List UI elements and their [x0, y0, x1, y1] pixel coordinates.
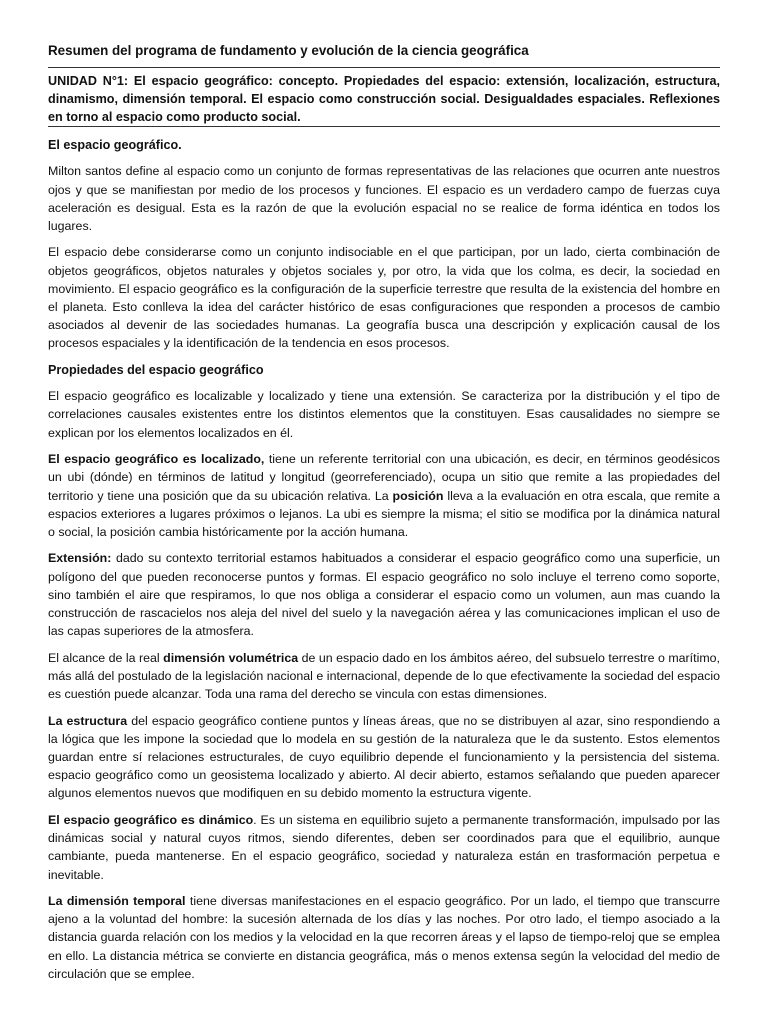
paragraph-text: tiene un referente territorial con una ubicación, es decir, en términos geodésicos un ubi (dónde) en términos de latitud y longitud (georreferenciado), ocupa un sitio que remite a las propiedades del territorio y tiene una posición que da su ubicación relativa. La	[48, 452, 721, 503]
paragraph-text: del espacio geográfico contiene puntos y líneas áreas, que no se distribuyen al azar, sino respondiendo a la lógica que les impone la sociedad que lo modela en su gestión de la naturaleza que le da sustento. Estos elementos guardan entre sí relaciones estructurales, de cuyo equilibrio depende el funcionamiento y la persistencia del sistema. espacio geográfico como un geosistema localizado y abierto. Al decir abierto, estamos señalando que pueden aparecer algunos elementos nuevos que modifiquen en su debido momento la estructura vigente.	[48, 713, 720, 801]
bold-term: dimensión volumétrica	[163, 650, 299, 665]
section-heading-espacio: El espacio geográfico.	[48, 138, 182, 152]
paragraph-3: El espacio geográfico es localizable y localizado y tiene una extensión. Se caracteriza por la distribución y el tipo de correlaciones causales existentes entre los distintos elementos que la constituyen. Esas causalidades no siempre se explican por los elementos localizados en él.	[48, 389, 720, 440]
section-heading-propiedades: Propiedades del espacio geográfico	[48, 362, 264, 377]
paragraph-volumetrica	[48, 649, 720, 704]
paragraph-text: tiene diversas manifestaciones en el espacio geográfico. Por un lado, el tiempo que transcurre ajeno a la voluntad del hombre: la sucesión alternada de los días y las noches. Por otro lado, el tiempo asociado a la distancia guarda relación con los medios y la velocidad en la que recorren áreas y el lapso de tiempo-reloj que se emplea en ello. La distancia métrica se convierte en distancia geográfica, más o menos extensa según la velocidad del medio de circulación que se emplee.	[48, 894, 720, 981]
top-divider	[48, 67, 720, 68]
bold-term: posición	[392, 488, 444, 503]
paragraph-text: de un espacio dado en los ámbitos aéreo, del subsuelo terrestre o marítimo, más allá del postulado de la legislación nacional e internacional, depende de lo que efectivamente la sociedad del espacio es cuestión puede alcanzar. Toda una rama del derecho se vincula con estas dimensiones.	[48, 650, 720, 702]
document-body	[48, 136, 720, 991]
paragraph-text: lleva a la evaluación en otra escala, que remite a espacios exteriores a lugares próximos o lejanos. La ubi es siempre la misma; el sitio se modifica por la dinámica natural o social, la posición cambia históricamente por la acción humana.	[48, 488, 720, 539]
paragraph-1: Milton santos define al espacio como un conjunto de formas representativas de las relaciones que ocurren ante nuestros ojos y que se manifiestan por medio de los procesos y funciones. El espacio es un verdadero campo de fuerzas cuya aceleración es desigual. Esta es la razón de que la evolución espacial no se realice de forma idéntica en todos los lugares.	[48, 164, 720, 233]
bold-term: La estructura	[48, 713, 128, 728]
bold-term: Extensión:	[48, 551, 112, 566]
unit-heading: UNIDAD N°1: El espacio geográfico: concepto. Propiedades del espacio: extensión, localización, estructura, dinamismo, dimensión temporal. El espacio como construcción social. Desigualdades espaciales. Reflexiones en torno al espacio como producto social.	[48, 74, 720, 124]
paragraph-2: El espacio debe considerarse como un conjunto indisociable en el que participan, por un lado, cierta combinación de objetos geográficos, objetos naturales y objetos sociales y, por otro, la vida que los colma, es decir, la sociedad en movimiento. El espacio geográfico es la configuración de la superficie terrestre que resulta de la existencia del hombre en el planeta. Esto conlleva la idea del carácter histórico de esas configuraciones que responden a procesos de cambio asociados al devenir de las sociedades humanas. La geografía busca una descripción y explicación causal de los procesos espaciales y la identificación de la tendencia en esos procesos.	[48, 245, 720, 351]
paragraph-text: El alcance de la real	[48, 650, 164, 665]
bold-term: La dimensión temporal	[48, 894, 186, 909]
paragraph-dinamico	[48, 811, 720, 884]
paragraph-estructura	[48, 712, 720, 803]
paragraph-temporal	[48, 892, 720, 983]
bottom-divider	[48, 126, 720, 127]
paragraph-text: dado su contexto territorial estamos habituados a considerar el espacio geográfico como una superficie, un polígono del que pueden reconocerse puntos y formas. El espacio geográfico no solo incluye el terreno como soporte, sino también el aire que respiramos, lo que nos obliga a considerar el espacio como un volumen, aun mas cuando la construcción de rascacielos nos aleja del nivel del suelo y la navegación aérea y las comunicaciones implican el uso de las capas superiores de la atmosfera.	[48, 551, 720, 639]
document-title: Resumen del programa de fundamento y evolución de la ciencia geográfica	[48, 43, 529, 58]
bold-term: El espacio geográfico es localizado,	[48, 452, 265, 467]
paragraph-extension	[48, 549, 720, 640]
paragraph-localizado	[48, 450, 720, 541]
bold-term: El espacio geográfico es dinámico	[48, 812, 254, 827]
paragraph-text: . Es un sistema en equilibrio sujeto a permanente transformación, impulsado por las dinámicas social y natural cuyos ritmos, siendo diferentes, deben ser coordinados para que el equilibrio, aunque cambiante, pueda mantenerse. En el espacio geográfico, sociedad y naturaleza están en trasformación perpetua e inevitable.	[48, 812, 720, 882]
